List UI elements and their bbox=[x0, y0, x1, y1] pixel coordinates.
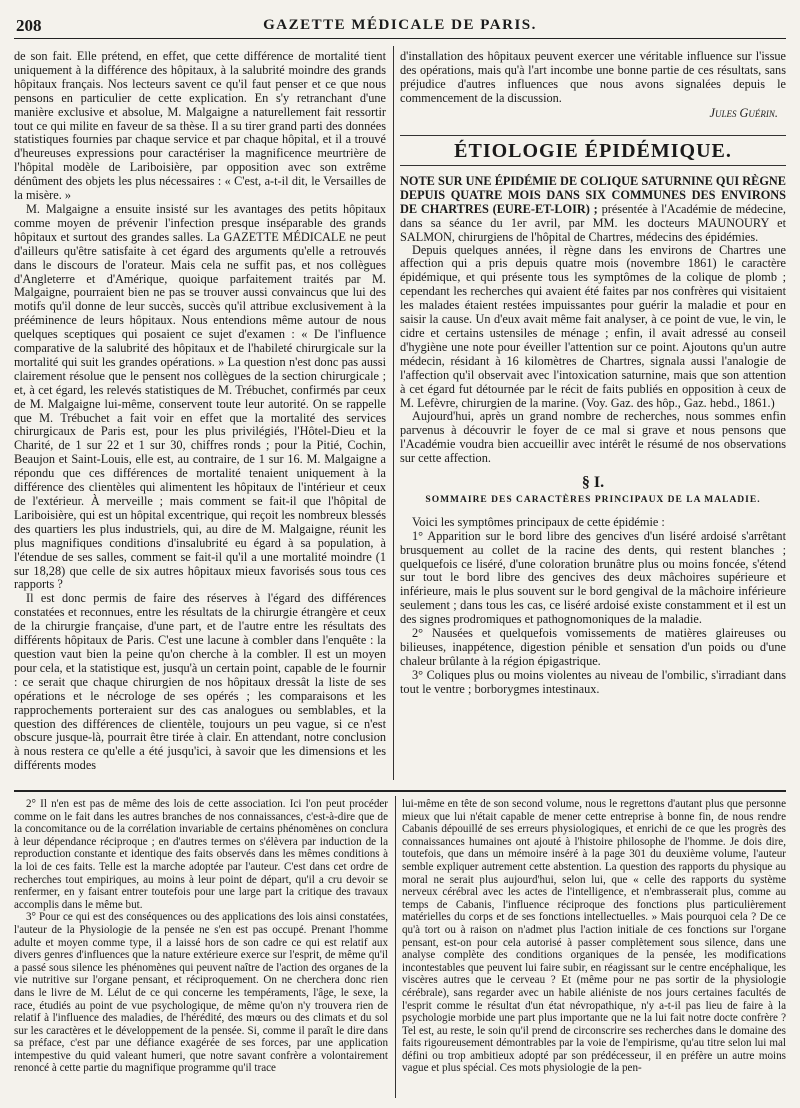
symptom-item: 2° Nausées et quelquefois vomissements de matières glaireuses ou bilieuses, inappétence, digestion pénible et sensation d'un poids ou d'une chaleur brûlante à la région épigastrique. bbox=[400, 626, 786, 668]
paragraph: Voici les symptômes principaux de cette épidémie : bbox=[412, 514, 665, 529]
symptom-item: 1° Apparition sur le bord libre des gencives d'un liséré ardoisé s'arrêtant brusquement au collet de la racine des dents, qui restent blanches ; quelquefois ce liséré, d'une coloration brunâtre plus ou moins foncée, s'étend sur tout le bord libre des gencives des deux mâchoires supérieure et inférieure, mais le plus souvent sur le bord gengival de la mâchoire inférieure seulement ; dans tous les cas, ce liséré ardoisé existe constamment et il est un des signes prodromiques et pathognomoniques de la maladie. bbox=[400, 528, 786, 627]
paragraph: de son fait. Elle prétend, en effet, que cette différence de mortalité tient uniquement à la différence des hôpitaux, à la salubrité moindre des grands hôpitaux français. Nos lecteurs savent ce qu'il faut penser et ce que nous pensons en particulier de cette explication. En s'y retranchant d'une manière exclusive et absolue, M. Malgaigne a naturellement fait ressortir tout ce qui milite en faveur de sa thèse. Il a su tirer grand parti des données statistiques fournies par chaque service et par chaque hôpital, et il a trouvé d'heureuses expressions pour caractériser la magnificence meurtrière de l'hôpital modèle de Lariboisière, par opposition avec son extrême dénûment des objets les plus nécessaires : « C'est, a-t-il dit, le Versailles de la misère. » bbox=[14, 49, 386, 203]
paragraph: Aujourd'hui, après un grand nombre de recherches, nous sommes enfin parvenus à découvrir le foyer de ce mal si grave et nous pensons que l'Académie voudra bien accueillir avec intérêt le résumé de nos observations sur cette affection. bbox=[400, 409, 786, 466]
symptom-item: 3° Coliques plus ou moins violentes au niveau de l'ombilic, s'irradiant dans tout le ventre ; borborygmes intestinaux. bbox=[400, 667, 786, 696]
footnote-paragraph: 3° Pour ce qui est des conséquences ou des applications des lois ainsi constatées, l'auteur de la Physiologie de la pensée ne s'en est pas occupé. Prenant l'homme adulte et moyen comme type, il a laissé hors de son cadre ce qui est relatif aux divers genres d'influences que la nature extérieure exerce sur l'esprit, de même qu'il a passé sous silence les phénomènes qui peuvent naître de l'action des organes de la vie nutritive sur l'organe pensant, et réciproquement. On ne cherchera donc rien dans le livre de M. Lélut de ce qui concerne les tempéraments, l'âge, le sexe, la race, étudiés au point de vue psychologique, de même qu'on n'y trouvera rien de relatif à l'influence des maladies, de l'hérédité, des mœurs ou des climats et du sol sur les caractères et le développement de la pensée. Si, comme il paraît le dire dans sa préface, c'est par une défiance exagérée de ses forces, par une application intempestive du quid valeant humeri, que notre savant confrère a volontairement renoncé à cette partie du magnifique programme qu'il trace bbox=[14, 911, 388, 1075]
article-heading bbox=[400, 174, 786, 244]
article-heading-rest: présentée à l'Académie de médecine, dans sa séance du 1er avril, par MM. les docteurs MAUNOURY et SALMON, chirurgiens de l'hôpital de Chartres, médecins des épidémies. bbox=[400, 201, 786, 244]
footnote-left-column bbox=[14, 798, 388, 1075]
paragraph: M. Malgaigne a ensuite insisté sur les avantages des petits hôpitaux comme moyen de prévenir l'infection presque inséparable des grands hôpitaux et surtout des grandes salles. La GAZETTE MÉDICALE ne peut d'ailleurs qu'être satisfaite à cet égard des arguments qu'elle a retrouvés dans le discours de l'orateur. Mais cela ne suffit pas, et nos collègues d'Angleterre et d'Amérique, quoique parfaitement traités par M. Malgaigne, pourraient bien ne pas se trouver aussi convaincus que lui des motifs qu'il donne de leur succès, succès qu'il attribue exclusivement à la prééminence de leurs hôpitaux. Nous entendions même autour de nous quelques sceptiques qui posaient ce sujet d'examen : « De l'influence comparative de la salubrité des hôpitaux et de l'habileté chirurgicale sur la mortalité qui suit les grandes opérations. » La question n'est donc pas aussi clairement résolue que le pensent nos collègues de la section chirurgicale ; et, à cet égard, les relevés statistiques de M. Trébuchet, confirmés par ceux de M. Malgaigne lui-même, conservent toute leur autorité. On se rappelle que M. Trébuchet a fait voir en effet que la mortalité des services chirurgicaux de Paris est, pour les plus privilégiés, l'Hôtel-Dieu et la Charité, de 1 sur 22 et 1 sur 30, chiffres ronds ; pour la Pitié, Cochin, Beaujon et Saint-Louis, elle est, au contraire, de 1 sur 16. M. Malgaigne a répondu que ces différences de mortalité tenaient uniquement à la différence des clientèles qui alimentent les hôpitaux de l'intérieur et ceux de l'extérieur. À merveille ; mais comment se fait-il que l'hôpital de Lariboisière, qui est un hôpital excentrique, qui reçoit les nombreux blessés des quartiers les plus industriels, qui, au dire de M. Malgaigne, réunit les plus magnifiques conditions d'insalubrité eu égard à sa population, à l'étendue de ses salles, comment se fait-il qu'il a une mortalité moindre (1 sur 18,28) que celle de six autres hôpitaux mieux favorisés sous tous ces rapports ? bbox=[14, 201, 386, 592]
section-subheading: SOMMAIRE DES CARACTÈRES PRINCIPAUX DE LA MALADIE. bbox=[425, 494, 761, 505]
footnote-paragraph: lui-même en tête de son second volume, nous le regrettons d'autant plus que personne mieux que lui n'était capable de mener cette entreprise à bonne fin, de nous rendre Cabanis dépouillé de ses erreurs physiologiques, et enrichi de ce que les progrès des connaissances humaines ont ajouté à l'histoire philosophe de l'homme. Je dois dire, toutefois, que dans un mémoire inséré à la page 301 du deuxième volume, l'auteur semble expliquer autrement cette abstention. La question des rapports du physique au moral ne serait plus aujourd'hui, selon lui, que « celle des rapports du système nerveux cérébral avec les actes de l'intelligence, et n'embrasserait plus, comme au temps de Cabanis, l'influence réciproque des fonctions plus particulièrement matérielles du corps et de ses fonctions intellectuelles. » Mais pourquoi cela ? De ce qu'à tort ou à raison on n'admet plus l'action initiale de ces fonctions sur l'organe pensant, est-on pour cela autorisé à passer complètement sous silence, dans une analyse complète des conditions organiques de la pensée, les modifications incontestables que peuvent lui faire subir, en réagissant sur le centre encéphalique, les viscères autres que le cerveau ? Et (même pour ne pas sortir de la physiologie cérébrale), sans regarder avec un habile aliéniste de nos jours certaines facultés de l'esprit comme le résultat d'un état névropathique, n'y a-t-il pas lieu de faire à la psychologie morbide une part plus importante que ne la lui fait notre docte confrère ? Tel est, au reste, le soin qu'il prend de circonscrire ses recherches dans le domaine des faits rigoureusement démontrables par la voie de l'empirisme, qu'au titre selon lui mal défini ou trop ambitieux adopté par son prédécesseur, il en préfère un autre moins vague et plus spécial. Ces mots physiologie de la pen- bbox=[402, 798, 786, 1075]
author-signature: Jules Guérin. bbox=[709, 105, 778, 120]
footnote-right-column bbox=[402, 798, 786, 1075]
column-divider bbox=[393, 46, 394, 780]
footnote-divider bbox=[14, 790, 786, 792]
right-column bbox=[400, 50, 786, 697]
paragraph: d'installation des hôpitaux peuvent exercer une véritable influence sur l'issue des opérations, mais qu'à l'art incombe une bonne partie de ces résultats, sans préjudice d'autres influences que nous avons signalées depuis le commencement de la discussion. bbox=[400, 49, 786, 105]
footnote-column-divider bbox=[395, 796, 396, 1098]
page-number: 208 bbox=[16, 16, 42, 35]
section-mark: § I. bbox=[581, 474, 605, 492]
paragraph: Il est donc permis de faire des réserves à l'égard des différences constatées et reconnues, entre les résultats de la chirurgie étrangère et ceux de la chirurgie française, d'une part, et de l'autre entre les résultats des différents hôpitaux de Paris. C'est une lacune à combler dans l'enquête : la question vaut bien la peine qu'on cherche à la combler. Il est un moyen pour cela, et la statistique est, jusqu'à un certain point, capable de le fournir : ce serait que chaque chirurgien de nos hôpitaux dressât la liste de ses opérations et le nécrologe de ses opérés ; les comparaisons et les rapprochements porteraient sur des cas analogues ou semblables, et la question des différences de clientèle, toujours un peu vague, si ce n'est obscure jusque-là, pourrait être tirée à clair. En attendant, notre conclusion à nous restera ce qu'elle a été jusqu'ici, à savoir que les dimensions et les différents modes bbox=[14, 591, 386, 773]
left-column bbox=[14, 50, 386, 773]
footnote-paragraph: 2° Il n'en est pas de même des lois de cette association. Ici l'on peut procéder comme on le fait dans les autres branches de nos connaissances, c'est-à-dire que de la concomitance ou de la corrélation invariable de certains phénomènes on conclura à leur dépendance réciproque ; en d'autres termes on s'élèvera par induction de la reproduction constante et identique des faits observés dans les mêmes conditions à la loi de ces faits. Telle est la marche adoptée par l'auteur. C'est dans cet ordre de recherches tout empiriques, au moins à leur point de départ, qu'il a cru devoir se renfermer, en y faisant entrer toutefois pour une large part la critique des travaux accomplis dans le même but. bbox=[14, 798, 388, 911]
page-header bbox=[14, 14, 786, 39]
section-title: ÉTIOLOGIE ÉPIDÉMIQUE. bbox=[400, 135, 786, 166]
paragraph: Depuis quelques années, il règne dans les environs de Chartres une affection qui a pris depuis quatre mois (novembre 1861) le caractère épidémique, et qui présente tous les symptômes de la colique de plomb ; cependant les recherches qui avaient été faites par nos confrères qui visitaient les malades étaient restées impuissantes pour guérir la maladie et pour en saisir la cause. Un d'eux avait même fait analyser, à ce point de vue, le vin, le cidre et certains ustensiles de ménage ; enfin, il avait adressé au conseil d'hygiène une note pour éveiller l'attention sur ce point. Ajoutons qu'un autre médecin, résidant à 16 kilomètres de Chartres, signala aussi l'analogie de l'affection qu'il observait avec l'intoxication saturnine, mais que son attention à cet égard fut détournée par le récit de faits publiés en opposition à ceux de M. Lefèvre, chirurgien de la marine. (Voy. Gaz. des hôp., Gaz. hebd., 1861.) bbox=[400, 242, 786, 410]
article-heading-caps: NOTE SUR UNE ÉPIDÉMIE DE COLIQUE SATURNINE QUI RÈGNE DEPUIS QUATRE MOIS DANS SIX COMMUNES DES ENVIRONS DE CHARTRES (EURE-ET-LOIR) ; bbox=[400, 173, 786, 216]
running-title: GAZETTE MÉDICALE DE PARIS. bbox=[263, 17, 537, 33]
